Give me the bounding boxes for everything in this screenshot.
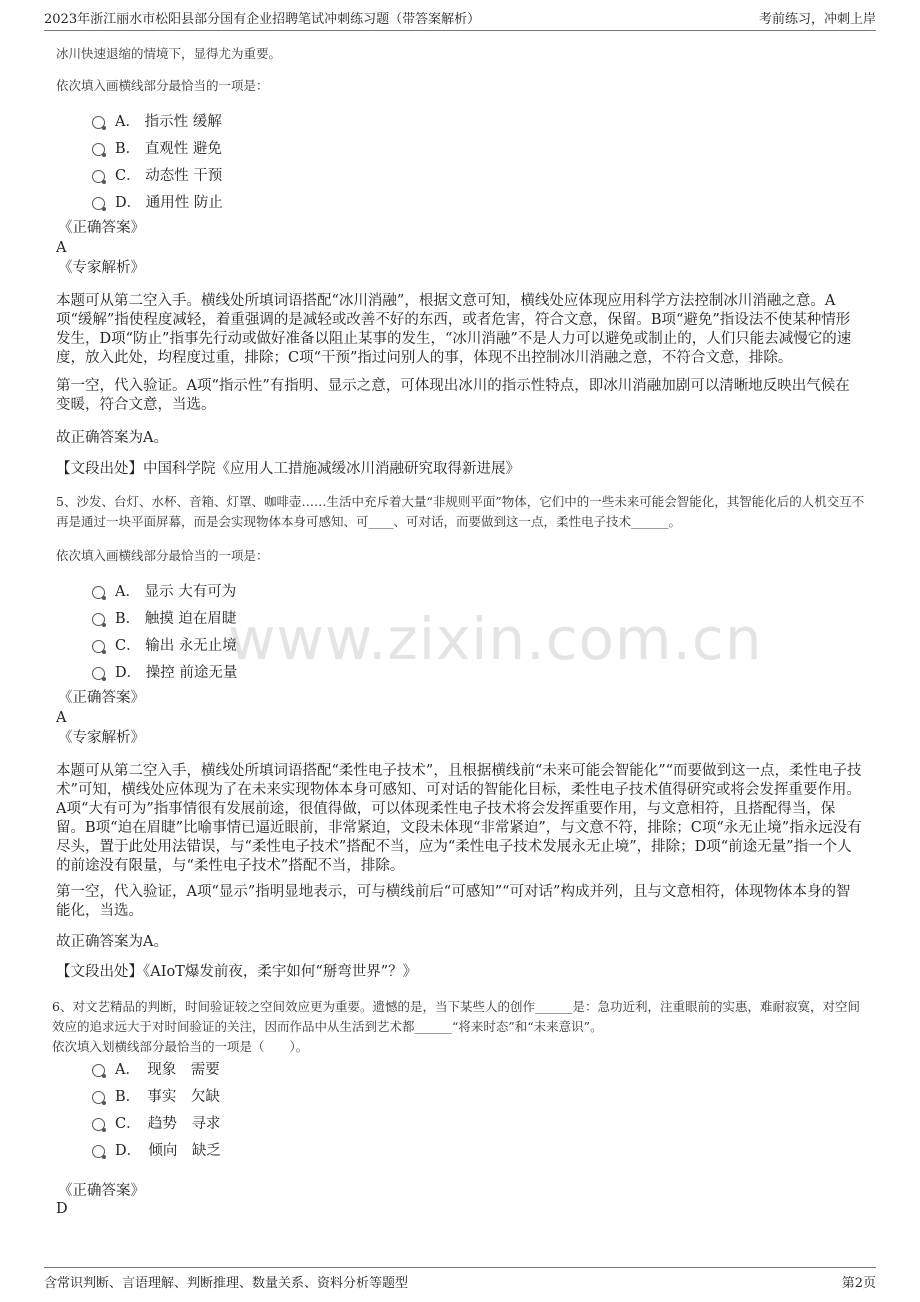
answer-label: 《正确答案》 (58, 1183, 145, 1199)
option-a[interactable]: A． 指示性 缓解 (92, 110, 222, 130)
source-citation: 【文段出处】中国科学院《应用人工措施减缓冰川消融研究取得新进展》 (56, 461, 520, 477)
document-title: 2023年浙江丽水市松阳县部分国有企业招聘笔试冲刺练习题（带答案解析） (44, 12, 481, 27)
page-number: 第2页 (841, 1275, 876, 1291)
header-slogan: 考前练习，冲刺上岸 (758, 12, 876, 27)
page-footer (44, 1267, 876, 1294)
radio-icon[interactable] (92, 1118, 105, 1131)
radio-icon[interactable] (92, 1091, 105, 1104)
analysis-label: 《专家解析》 (58, 260, 145, 276)
answer-value: A (56, 240, 67, 256)
option-b[interactable]: B． 事实 欠缺 (92, 1085, 220, 1105)
option-d[interactable]: D． 倾向 缺乏 (92, 1139, 221, 1159)
option-d[interactable]: D． 操控 前途无量 (92, 661, 237, 681)
analysis-paragraph: 第一空，代入验证。A项“指示性”有指明、显示之意，可体现出冰川的指示性特点，即冰川消融加剧可以清晰地反映出气候在变暖，符合文意，当选。 (56, 378, 850, 413)
question-prompt: 依次填入划横线部分最恰当的一项是（ ）。 (52, 1039, 309, 1054)
option-b[interactable]: B． 直观性 避免 (92, 137, 222, 157)
option-d[interactable]: D． 通用性 防止 (92, 191, 223, 211)
radio-icon[interactable] (92, 116, 105, 129)
analysis-conclusion: 故正确答案为A。 (56, 934, 168, 950)
analysis-label: 《专家解析》 (58, 730, 145, 746)
answer-value: D (56, 1201, 68, 1217)
page-header (44, 8, 876, 31)
radio-icon[interactable] (92, 613, 105, 626)
watermark: www.zixin.com.cn (228, 605, 763, 673)
question-prompt: 依次填入画横线部分最恰当的一项是： (56, 78, 269, 93)
radio-icon[interactable] (92, 1145, 105, 1158)
radio-icon[interactable] (92, 170, 105, 183)
option-a[interactable]: A． 显示 大有可为 (92, 580, 236, 600)
footer-note: 含常识判断、言语理解、判断推理、数量关系、资料分析等题型 (44, 1275, 409, 1291)
option-b[interactable]: B． 触摸 迫在眉睫 (92, 607, 236, 627)
question-prompt: 依次填入画横线部分最恰当的一项是： (56, 548, 269, 563)
analysis-conclusion: 故正确答案为A。 (56, 430, 168, 446)
answer-value: A (56, 710, 67, 726)
intro-line: 冰川快速退缩的情境下，显得尤为重要。 (56, 46, 282, 61)
radio-icon[interactable] (92, 143, 105, 156)
analysis-paragraph: 本题可从第二空入手。横线处所填词语搭配“冰川消融”，根据文意可知，横线处应体现应用科学方法控制冰川消融之意。A项“缓解”指使程度减轻，着重强调的是减轻或改善不好的东西，或者危害，符合文意，保留。B项“避免”指设法不使某种情形发生，D项“防止”指事先行动或做好准备以阻止某事的发生，“冰川消融”不是人力可以避免或制止的，人们只能去减慢它的速度，放入此处，均程度过重，排除；C项“干预”指过问别人的事，体现不出控制冰川消融之意，不符合文意，排除。 (56, 293, 852, 366)
source-citation: 【文段出处】《AIoT爆发前夜，柔宇如何“掰弯世界”？》 (56, 964, 418, 980)
radio-icon[interactable] (92, 640, 105, 653)
radio-icon[interactable] (92, 1064, 105, 1077)
radio-icon[interactable] (92, 667, 105, 680)
radio-icon[interactable] (92, 586, 105, 599)
answer-label: 《正确答案》 (58, 690, 145, 706)
analysis-paragraph: 第一空，代入验证，A项“显示”指明显地表示，可与横线前后“可感知”“可对话”构成并列，且与文意相符，体现物体本身的智能化，当选。 (56, 884, 851, 919)
option-c[interactable]: C． 输出 永无止境 (92, 634, 237, 654)
radio-icon[interactable] (92, 197, 105, 210)
answer-label: 《正确答案》 (58, 220, 145, 236)
analysis-paragraph: 本题可从第二空入手，横线处所填词语搭配“柔性电子技术”，且根据横线前“未来可能会智能化”“而要做到这一点，柔性电子技术”可知，横线处应体现为了在未来实现物体本身可感知、可对话的智能化目标，柔性电子技术值得研究或将会发挥重要作用。A项“大有可为”指事情很有发展前途，很值得做，可以体现柔性电子技术将会发挥重要作用，与文意相符，且搭配得当，保留。B项“迫在眉睫”比喻事情已逼近眼前，非常紧迫，文段未体现“非常紧迫”，与文意不符，排除；C项“永无止境”指永远没有尽头，置于此处用法错误，与“柔性电子技术”搭配不当，应为“柔性电子技术发展永无止境”，排除；D项“前途无量”指一个人的前途没有限量，与“柔性电子技术”搭配不当，排除。 (56, 763, 862, 874)
question-stem: 6、对文艺精品的判断，时间验证较之空间效应更为重要。遗憾的是，当下某些人的创作______是：急功近利，注重眼前的实惠，难耐寂寞，对空间效应的追求远大于对时间验证的关注，因而作品中从生活到艺术都______“将来时态”和“未来意识”。 (52, 999, 860, 1034)
option-c[interactable]: C． 动态性 干预 (92, 164, 222, 184)
option-a[interactable]: A． 现象 需要 (92, 1058, 220, 1078)
option-c[interactable]: C． 趋势 寻求 (92, 1112, 220, 1132)
question-stem: 5、沙发、台灯、水杯、音箱、灯罩、咖啡壶……生活中充斥着大量“非规则平面”物体，它们中的一些未来可能会智能化，其智能化后的人机交互不再是通过一块平面屏幕，而是会实现物体本身可感知、可____、可对话，而要做到这一点，柔性电子技术______。 (56, 494, 865, 529)
